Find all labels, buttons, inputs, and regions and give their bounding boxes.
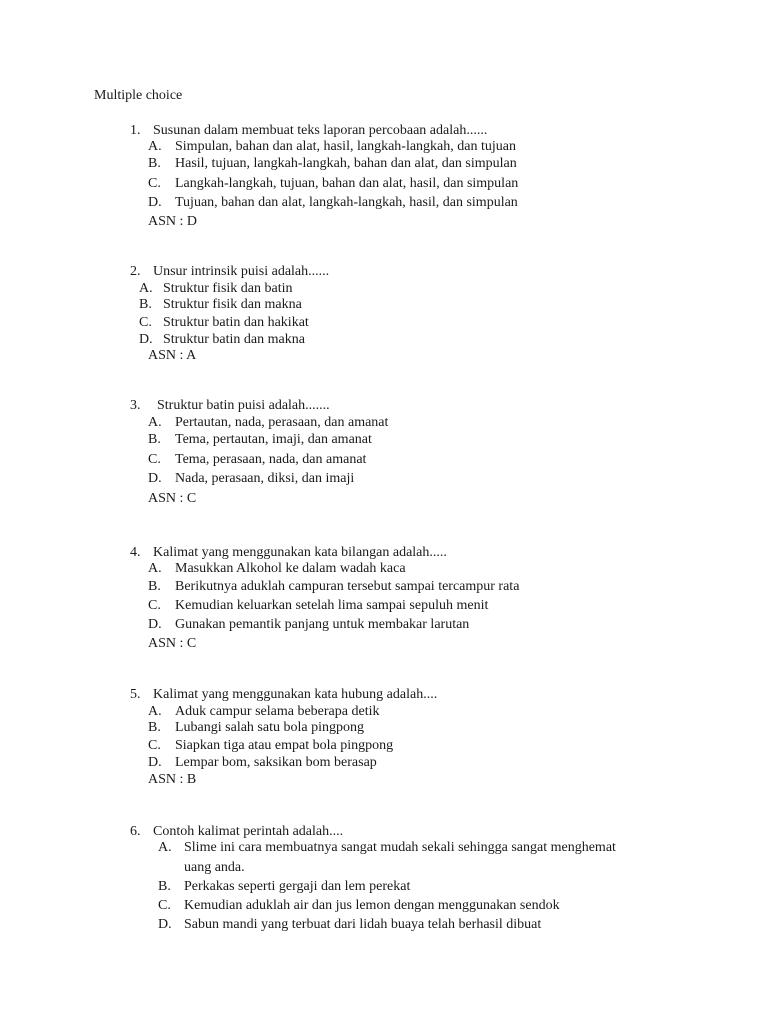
option-text: Siapkan tiga atau empat bola pingpong [175,738,394,753]
question-3-number: 3. [130,398,141,413]
question-1-number: 1. [130,123,141,138]
option-letter: A. [158,840,172,855]
option-letter: D. [148,617,162,632]
option-text: Kemudian keluarkan setelah lima sampai sepuluh menit [175,598,489,613]
option-letter: C. [148,452,161,467]
option-text: Pertautan, nada, perasaan, dan amanat [175,415,389,430]
option-text: Perkakas seperti gergaji dan lem perekat [184,879,411,894]
option-letter: A. [148,139,162,154]
option-text: Aduk campur selama beberapa detik [175,704,380,719]
option-letter: C. [148,598,161,613]
option-text: Slime ini cara membuatnya sangat mudah sekali sehingga sangat menghemat [184,840,616,855]
option-letter: D. [148,195,162,210]
option-letter: C. [158,898,171,913]
option-text: Langkah-langkah, tujuan, bahan dan alat, hasil, dan simpulan [175,176,519,191]
option-letter: B. [158,879,171,894]
option-text: Masukkan Alkohol ke dalam wadah kaca [175,561,406,576]
option-letter: C. [148,176,161,191]
option-letter: D. [158,917,172,932]
option-letter: B. [148,156,161,171]
option-letter: B. [148,432,161,447]
answer-key: ASN : B [148,772,197,787]
answer-key: ASN : D [148,214,198,229]
option-letter: A. [148,415,162,430]
page-title: Multiple choice [94,88,183,103]
option-text: Tema, pertautan, imaji, dan amanat [175,432,372,447]
option-text: Sabun mandi yang terbuat dari lidah buaya telah berhasil dibuat [184,917,542,932]
option-text: Lempar bom, saksikan bom berasap [175,755,377,770]
option-text: Gunakan pemantik panjang untuk membakar larutan [175,617,470,632]
question-1-text: Susunan dalam membuat teks laporan percobaan adalah...... [153,123,488,138]
question-2-text: Unsur intrinsik puisi adalah...... [153,264,330,279]
question-2-number: 2. [130,264,141,279]
option-letter: D. [148,471,162,486]
option-letter: A. [148,561,162,576]
question-6-text: Contoh kalimat perintah adalah.... [153,824,344,839]
option-letter: B. [148,579,161,594]
option-letter: A. [148,704,162,719]
option-text: Tujuan, bahan dan alat, langkah-langkah, hasil, dan simpulan [175,195,518,210]
question-4-text: Kalimat yang menggunakan kata bilangan adalah..... [153,545,447,560]
option-letter: B. [139,297,152,312]
option-letter: D. [148,755,162,770]
question-5-number: 5. [130,687,141,702]
option-letter: C. [139,315,152,330]
answer-key: ASN : A [148,348,197,363]
option-letter: B. [148,720,161,735]
option-text-continued: uang anda. [184,860,245,875]
option-text: Struktur fisik dan makna [163,297,302,312]
question-6-number: 6. [130,824,141,839]
question-5-text: Kalimat yang menggunakan kata hubung adalah.... [153,687,438,702]
option-text: Kemudian aduklah air dan jus lemon dengan menggunakan sendok [184,898,560,913]
option-text: Lubangi salah satu bola pingpong [175,720,364,735]
option-text: Tema, perasaan, nada, dan amanat [175,452,367,467]
option-text: Struktur batin dan makna [163,332,305,347]
option-letter: C. [148,738,161,753]
option-text: Nada, perasaan, diksi, dan imaji [175,471,355,486]
option-letter: A. [139,281,153,296]
option-text: Berikutnya aduklah campuran tersebut sampai tercampur rata [175,579,520,594]
option-text: Struktur fisik dan batin [163,281,293,296]
question-4-number: 4. [130,545,141,560]
answer-key: ASN : C [148,491,197,506]
option-text: Hasil, tujuan, langkah-langkah, bahan dan alat, dan simpulan [175,156,517,171]
option-letter: D. [139,332,153,347]
option-text: Simpulan, bahan dan alat, hasil, langkah-langkah, dan tujuan [175,139,516,154]
question-3-text: Struktur batin puisi adalah....... [157,398,330,413]
option-text: Struktur batin dan hakikat [163,315,309,330]
answer-key: ASN : C [148,636,197,651]
